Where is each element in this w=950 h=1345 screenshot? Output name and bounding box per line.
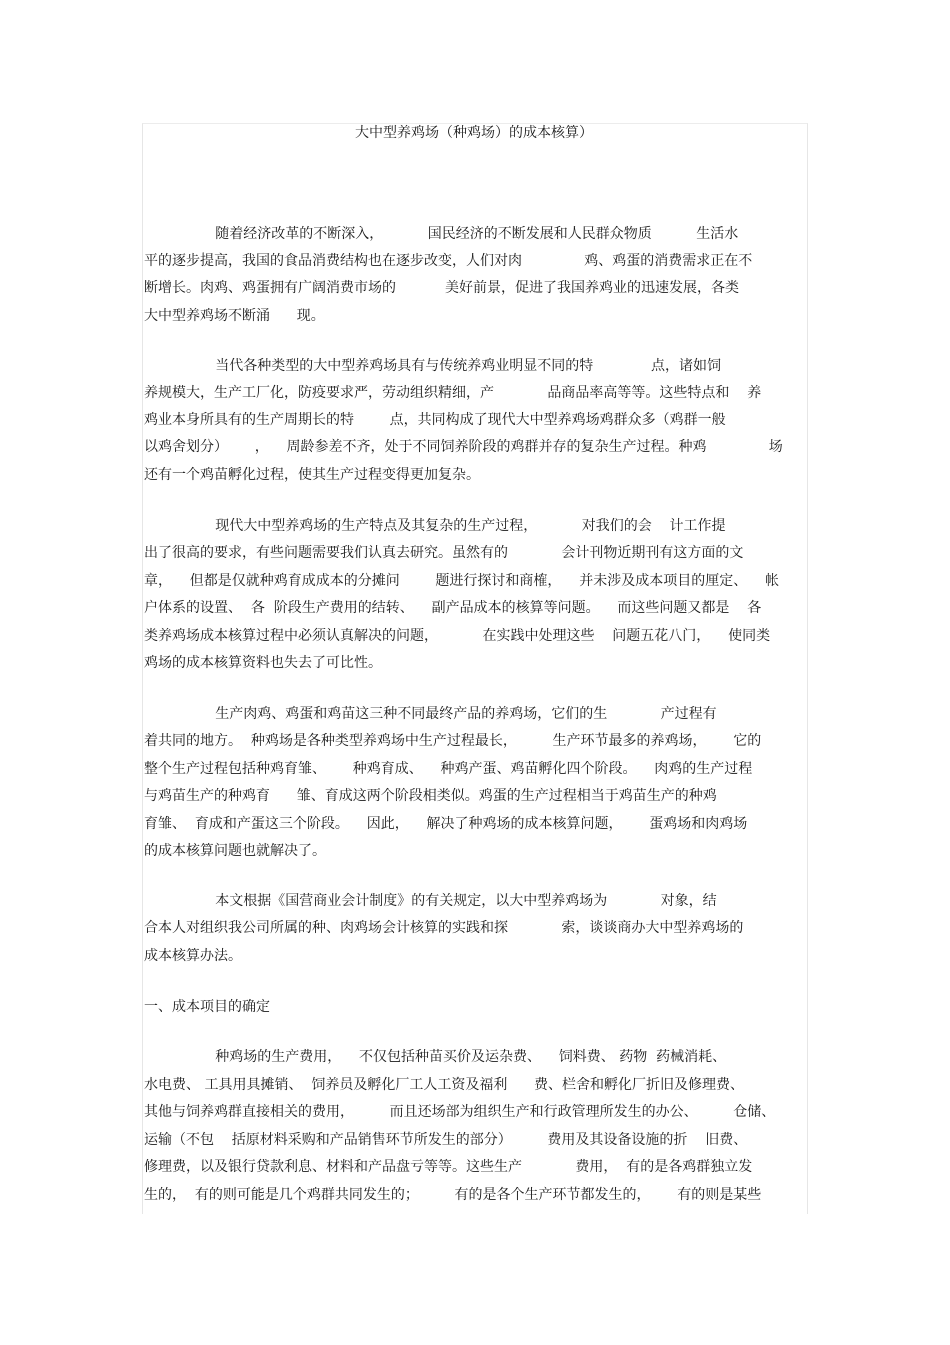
text-line: 的成本核算问题也就解决了。 bbox=[144, 843, 326, 859]
text-line: 整个生产过程包括种鸡育雏、 种鸡育成、 种鸡产蛋、鸡苗孵化四个阶段。 肉鸡的生产过程 bbox=[144, 761, 753, 777]
text-line: 还有一个鸡苗孵化过程，使其生产过程变得更加复杂。 bbox=[144, 467, 480, 483]
text-line: 养规模大，生产工厂化，防疫要求严，劳动组织精细，产 品商品率高等等。这些特点和 养 bbox=[144, 385, 762, 401]
text-line: 生产肉鸡、鸡蛋和鸡苗这三种不同最终产品的养鸡场，它们的生 产过程有 bbox=[144, 706, 717, 722]
text-line: 大中型养鸡场不断涌 现。 bbox=[144, 308, 325, 324]
text-line: 种鸡场的生产费用， 不仅包括种苗买价及运杂费、 饲料费、 药物 药械消耗、 bbox=[144, 1049, 727, 1065]
text-line: 与鸡苗生产的种鸡育 雏、育成这两个阶段相类似。鸡蛋的生产过程相当于鸡苗生产的种鸡 bbox=[144, 788, 717, 804]
text-line: 运输（不包 括原材料采购和产品销售环节所发生的部分） 费用及其设备设施的折 旧费、 bbox=[144, 1132, 748, 1148]
text-line: 出了很高的要求，有些问题需要我们认真去研究。虽然有的 会计刊物近期刊有这方面的文 bbox=[144, 545, 744, 561]
document-title: 大中型养鸡场（种鸡场）的成本核算） bbox=[355, 125, 593, 141]
text-line: 断增长。肉鸡、鸡蛋拥有广阔消费市场的 美好前景，促进了我国养鸡业的迅速发展，各类 bbox=[144, 280, 739, 296]
text-line: 育雏、 育成和产蛋这三个阶段。 因此， 解决了种鸡场的成本核算问题， 蛋鸡场和肉鸡场 bbox=[144, 816, 748, 832]
text-line: 现代大中型养鸡场的生产特点及其复杂的生产过程， 对我们的会 计工作提 bbox=[144, 518, 726, 534]
text-line: 修理费，以及银行贷款利息、材料和产品盘亏等等。这些生产 费用， 有的是各鸡群独立发 bbox=[144, 1159, 753, 1175]
text-line: 本文根据《国营商业会计制度》的有关规定，以大中型养鸡场为 对象，结 bbox=[144, 893, 717, 909]
text-line: 水电费、 工具用具摊销、 饲养员及孵化厂工人工资及福利 费、栏舍和孵化厂折旧及修理费、 bbox=[144, 1077, 745, 1093]
text-line: 成本核算办法。 bbox=[144, 948, 242, 964]
text-line: 鸡业本身所具有的生产周期长的特 点，共同构成了现代大中型养鸡场鸡群众多（鸡群一般 bbox=[144, 412, 726, 428]
text-line: 章， 但都是仅就种鸡育成成本的分摊问 题进行探讨和商榷， 并未涉及成本项目的厘定、 帐 bbox=[144, 573, 780, 589]
text-line: 随着经济改革的不断深入， 国民经济的不断发展和人民群众物质 生活水 bbox=[144, 226, 739, 242]
text-line: 以鸡舍划分） ， 周龄参差不齐，处于不同饲养阶段的鸡群并存的复杂生产过程。种鸡 场 bbox=[144, 439, 783, 455]
text-line: 户体系的设置、 各 阶段生产费用的结转、 副产品成本的核算等问题。 而这些问题又都是 各 bbox=[144, 600, 762, 616]
text-line: 当代各种类型的大中型养鸡场具有与传统养鸡业明显不同的特 点，诸如饲 bbox=[144, 358, 722, 374]
section-heading: 一、成本项目的确定 bbox=[144, 999, 270, 1015]
text-line: 类养鸡场成本核算过程中必须认真解决的问题， 在实践中处理这些 问题五花八门， 使同类 bbox=[144, 628, 771, 644]
text-line: 平的逐步提高，我国的食品消费结构也在逐步改变，人们对肉 鸡、鸡蛋的消费需求正在不 bbox=[144, 253, 753, 269]
text-line: 着共同的地方。 种鸡场是各种类型养鸡场中生产过程最长， 生产环节最多的养鸡场， 它的 bbox=[144, 733, 762, 749]
text-line: 合本人对组织我公司所属的种、肉鸡场会计核算的实践和探 索，谈谈商办大中型养鸡场的 bbox=[144, 920, 744, 936]
text-line: 生的， 有的则可能是几个鸡群共同发生的； 有的是各个生产环节都发生的， 有的则是某些 bbox=[144, 1187, 762, 1203]
text-line: 其他与饲养鸡群直接相关的费用， 而且还场部为组织生产和行政管理所发生的办公、 仓储、 bbox=[144, 1104, 776, 1120]
text-line: 鸡场的成本核算资料也失去了可比性。 bbox=[144, 655, 382, 671]
